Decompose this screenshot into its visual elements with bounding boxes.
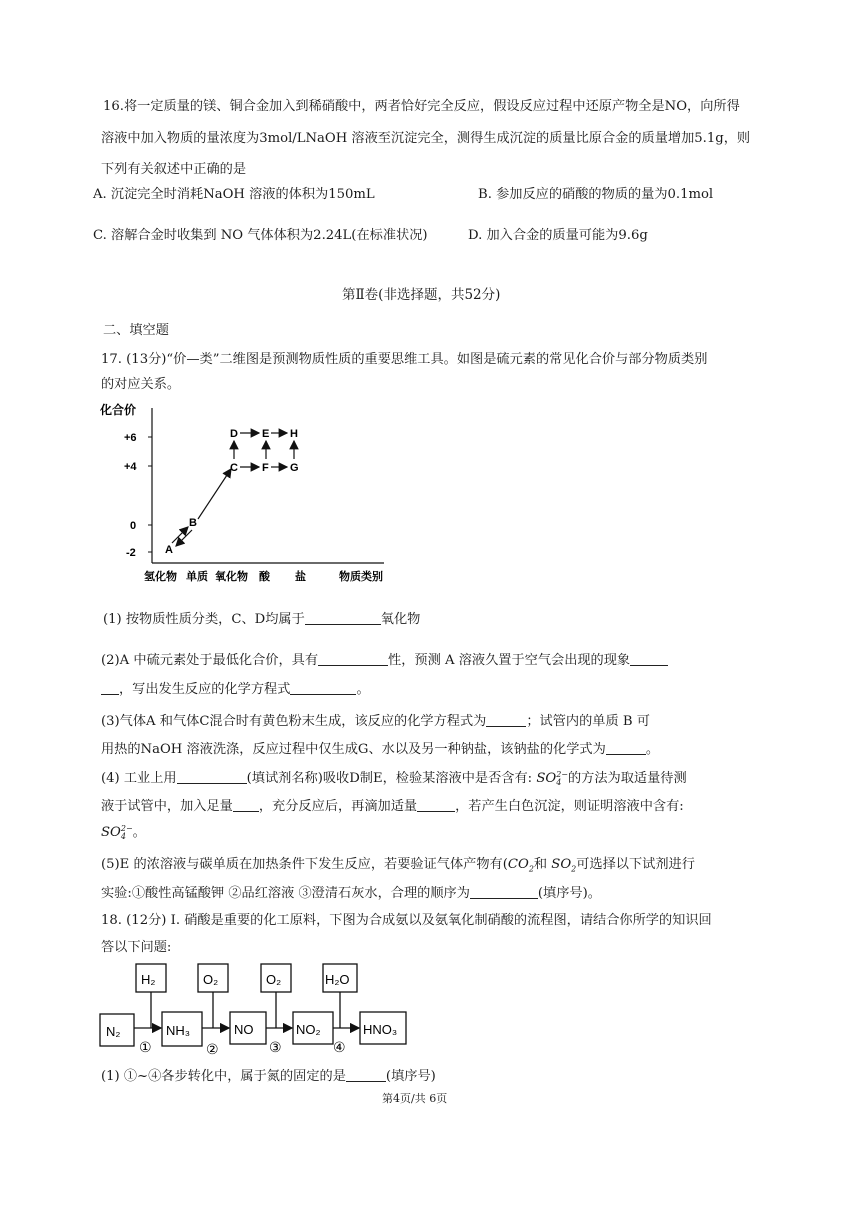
q17-p1-text-end: 氧化物 (380, 612, 421, 627)
step-1: ① (139, 1039, 152, 1055)
q17-line2: 的对应关系。 (101, 377, 181, 392)
q17-blank3b[interactable] (606, 741, 646, 755)
q17-p1-text: (1) 按物质性质分类，C、D均属于 (103, 612, 305, 627)
q17-blank4b[interactable] (233, 798, 259, 812)
y-axis-label: 化合价 (100, 403, 137, 417)
q17-part1 (103, 611, 420, 629)
node-b: B (189, 517, 197, 529)
q17-part3-line2 (101, 741, 659, 759)
q17-part4-line2 (101, 798, 684, 816)
label-o2-1: O₂ (203, 972, 219, 987)
q16-line1: 16.将一定质量的镁、铜合金加入到稀硝酸中，两者恰好完全反应，假设反应过程中还原产物全是NO，向所得 (103, 99, 740, 114)
label-no2: NO₂ (296, 1022, 321, 1037)
q17-p5-and: 和 (533, 857, 548, 872)
xcat-acid: 酸 (259, 571, 270, 583)
node-a: A (165, 544, 173, 556)
q17-p2-text-b: 性，预测 A 溶液久置于空气会出现的现象 (388, 653, 631, 668)
q17-blank4a[interactable] (177, 770, 247, 784)
valence-class-chart (98, 398, 398, 586)
q17-blank5[interactable] (470, 885, 538, 899)
xcat-oxide: 氧化物 (215, 571, 248, 583)
q17-p4-text-b: (填试剂名称)吸收D制E，检验某溶液中是否含有: (246, 771, 533, 786)
ytick-minus2: -2 (126, 547, 136, 559)
q18-p1-text: (1) ①~④各步转化中，属于氮的固定的是 (101, 1069, 346, 1084)
node-f: F (262, 462, 269, 474)
q17-p5-text-a: (5)E 的浓溶液与碳单质在加热条件下发生反应，若要验证气体产物有( (101, 857, 508, 872)
q17-p5-text-b: 可选择以下试剂进行 (576, 857, 695, 872)
step-4: ④ (333, 1039, 346, 1055)
label-no: NO (234, 1022, 254, 1037)
q17-p2-text-d: 。 (356, 682, 370, 697)
sulfate-ion-2: SO 2− 4 (101, 823, 133, 841)
q17-blank4c[interactable] (417, 798, 455, 812)
q17-part2-line1 (101, 652, 668, 670)
q17-part4-line3 (101, 824, 146, 842)
q16-option-b: B. 参加反应的硝酸的物质的量为0.1mol (478, 187, 714, 202)
arrow-b-c (198, 469, 231, 519)
q18-part1 (101, 1068, 436, 1086)
q17-part3-line1 (101, 713, 650, 731)
q17-p4-text-c: 的方法为取适量待测 (567, 771, 687, 786)
q16-option-d: D. 加入合金的质量可能为9.6g (468, 228, 648, 243)
q17-p3-text-d: 。 (645, 742, 659, 757)
q17-part4-line1 (101, 770, 687, 788)
label-hno3: HNO₃ (363, 1022, 398, 1037)
arrow-a-b (172, 527, 188, 543)
arrow-b-a (176, 530, 192, 546)
q17-part2-line2 (101, 681, 370, 699)
q18-blank1[interactable] (346, 1068, 386, 1082)
q16-option-a: A. 沉淀完全时消耗NaOH 溶液的体积为150mL (93, 187, 375, 202)
xcat-salt: 盐 (295, 571, 306, 583)
q17-p3-text-c: 用热的NaOH 溶液洗涤，反应过程中仅生成G、水以及另一种钠盐，该钠盐的化学式为 (101, 742, 606, 757)
q17-part5-line2 (101, 885, 601, 903)
q17-p5-text-c: 实验:①酸性高锰酸钾 ②品红溶液 ③澄清石灰水，合理的顺序为 (101, 886, 470, 901)
ytick-plus6: +6 (124, 432, 137, 444)
sulfate-ion-1: SO 2− 4 (536, 769, 568, 787)
xcat-element: 单质 (186, 571, 208, 583)
node-h: H (290, 428, 298, 440)
xcat-class-label: 物质类别 (339, 571, 383, 583)
q17-p4-text-e: ，充分反应后，再滴加适量 (258, 799, 418, 814)
q17-p3-text-b: ；试管内的单质 B 可 (526, 714, 650, 729)
label-h2o: H₂O (325, 972, 350, 987)
section-title: 第Ⅱ卷(非选择题，共52分) (342, 287, 501, 303)
label-h2: H₂ (141, 972, 156, 987)
q18-line1: 18. (12分) I. 硝酸是重要的化工原料，下图为合成氨以及氨氧化制硝酸的流程图，请结合你所学的知识回 (101, 913, 712, 928)
q16-line3: 下列有关叙述中正确的是 (101, 162, 247, 177)
step-3: ③ (269, 1039, 282, 1055)
q17-p2-text-c: ，写出发生反应的化学方程式 (119, 682, 291, 697)
q17-p4-text-a: (4) 工业上用 (101, 771, 177, 786)
q18-p1-text-end: (填序号) (385, 1069, 436, 1084)
q16-option-c: C. 溶解合金时收集到 NO 气体体积为2.24L(在标准状况) (93, 228, 428, 243)
label-nh3: NH₃ (166, 1023, 191, 1038)
page-footer: 第4页/共 6页 (382, 1092, 448, 1105)
section-heading: 二、填空题 (103, 323, 169, 338)
q17-p4-text-d: 液于试管中，加入足量 (101, 799, 233, 814)
co2-formula: $CO_2$ (507, 857, 534, 874)
q17-p4-text-f: ，若产生白色沉淀，则证明溶液中含有: (455, 799, 684, 814)
step-2: ② (206, 1041, 219, 1057)
q16-line2: 溶液中加入物质的量浓度为3mol/LNaOH 溶液至沉淀完全，测得生成沉淀的质量比原合金的质量增加5.1g，则 (101, 131, 751, 146)
so2-formula: $SO_2$ (551, 857, 577, 874)
q17-blank3a[interactable] (486, 713, 526, 727)
ytick-plus4: +4 (124, 461, 137, 473)
xcat-hydride: 氢化物 (144, 571, 177, 583)
q17-blank2c[interactable] (290, 681, 356, 695)
q17-p4-text-g: 。 (132, 825, 146, 840)
q17-p2-text-a: (2)A 中硫元素处于最低化合价，具有 (101, 653, 319, 668)
q17-blank2b-cont[interactable] (101, 681, 119, 695)
nitric-acid-flow-diagram (96, 958, 416, 1058)
node-g: G (290, 462, 299, 474)
node-d: D (230, 428, 238, 440)
label-n2: N₂ (106, 1024, 121, 1039)
ytick-zero: 0 (130, 520, 137, 532)
label-o2-2: O₂ (266, 972, 282, 987)
node-e: E (262, 428, 270, 440)
q17-blank2a[interactable] (318, 652, 388, 666)
node-c: C (230, 462, 238, 474)
q17-blank1[interactable] (305, 611, 381, 625)
q17-p3-text-a: (3)气体A 和气体C混合时有黄色粉末生成，该反应的化学方程式为 (101, 714, 487, 729)
q17-part5-line1 (101, 856, 695, 879)
q18-line2: 答以下问题: (101, 940, 172, 955)
q17-blank2b[interactable] (630, 652, 668, 666)
q17-p5-text-d: (填序号)。 (537, 886, 601, 901)
q17-line1: 17. (13分)“价—类”二维图是预测物质性质的重要思维工具。如图是硫元素的常见化合价与部分物质类别 (101, 352, 708, 367)
